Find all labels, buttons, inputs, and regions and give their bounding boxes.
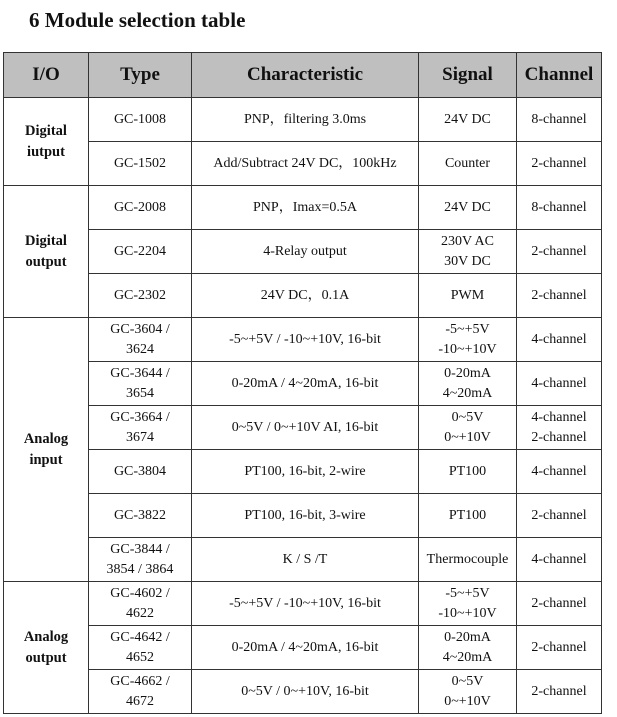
type-cell-line: GC-3844 /: [110, 541, 170, 557]
channel-cell-line: 4-channel: [531, 463, 587, 479]
signal-cell-line: 0~+10V: [444, 429, 491, 445]
type-cell: [89, 98, 192, 142]
characteristic-cell: 0~5V / 0~+10V AI, 16-bit: [192, 406, 419, 450]
type-cell: [89, 318, 192, 362]
type-cell: [89, 186, 192, 230]
channel-cell: [517, 98, 602, 142]
signal-cell: [419, 626, 517, 670]
type-cell-line: 3624: [126, 341, 154, 357]
io-group-cell-line: iutput: [27, 143, 65, 160]
io-group-cell-line: output: [25, 649, 67, 666]
table-row: [4, 450, 602, 494]
signal-cell-line: -5~+5V: [445, 321, 490, 337]
table-row: [4, 670, 602, 714]
channel-cell: [517, 450, 602, 494]
io-group-cell-line: Digital: [25, 232, 67, 249]
section-title: 6 Module selection table: [29, 8, 246, 32]
channel-cell: [517, 626, 602, 670]
signal-cell: [419, 230, 517, 274]
channel-cell-line: 2-channel: [531, 287, 587, 303]
type-cell-line: GC-4662 /: [110, 673, 170, 689]
type-cell-line: GC-1008: [113, 111, 167, 127]
type-cell-line: 3854 / 3864: [106, 561, 174, 577]
signal-cell: [419, 494, 517, 538]
channel-cell: [517, 582, 602, 626]
io-group-cell: [4, 318, 89, 582]
io-group-cell-line: output: [25, 253, 67, 270]
channel-cell: [517, 406, 602, 450]
channel-cell-line: 2-channel: [531, 429, 587, 445]
table-row: [4, 142, 602, 186]
table-row: [4, 274, 602, 318]
type-cell-line: GC-3822: [113, 507, 167, 523]
table-row: [4, 582, 602, 626]
io-group-cell-line: Analog: [23, 430, 69, 447]
header-channel: Channel: [517, 53, 602, 98]
signal-cell-line: PWM: [450, 287, 485, 303]
channel-cell-line: 2-channel: [531, 507, 587, 523]
channel-cell: [517, 274, 602, 318]
type-cell: [89, 670, 192, 714]
characteristic-cell: 24V DC，0.1A: [192, 274, 419, 318]
characteristic-cell: PNP，Imax=0.5A: [192, 186, 419, 230]
signal-cell-line: 230V AC: [440, 233, 495, 249]
type-cell-line: 4672: [126, 693, 154, 709]
channel-cell-line: 8-channel: [531, 199, 587, 215]
channel-cell-line: 4-channel: [531, 331, 587, 347]
channel-cell: [517, 362, 602, 406]
io-group-cell-line: Analog: [23, 628, 69, 645]
type-cell-line: GC-1502: [113, 155, 167, 171]
signal-cell: [419, 98, 517, 142]
signal-cell: [419, 362, 517, 406]
characteristic-cell: -5~+5V / -10~+10V, 16-bit: [192, 582, 419, 626]
signal-cell-line: Counter: [444, 155, 491, 171]
signal-cell: [419, 670, 517, 714]
header-signal: Signal: [419, 53, 517, 98]
table-row: [4, 318, 602, 362]
type-cell-line: 3654: [126, 385, 154, 401]
signal-cell: [419, 538, 517, 582]
channel-cell-line: 2-channel: [531, 595, 587, 611]
type-cell: [89, 538, 192, 582]
channel-cell: [517, 494, 602, 538]
channel-cell: [517, 318, 602, 362]
type-cell-line: GC-3604 /: [110, 321, 170, 337]
signal-cell-line: 0~+10V: [444, 693, 491, 709]
signal-cell-line: -5~+5V: [445, 585, 490, 601]
io-group-cell-line: input: [29, 451, 63, 468]
characteristic-cell: -5~+5V / -10~+10V, 16-bit: [192, 318, 419, 362]
signal-cell: [419, 318, 517, 362]
signal-cell-line: -10~+10V: [438, 341, 497, 357]
io-group-cell: [4, 98, 89, 186]
type-cell: [89, 582, 192, 626]
characteristic-cell: PT100, 16-bit, 3-wire: [192, 494, 419, 538]
signal-cell-line: 4~20mA: [442, 385, 493, 401]
type-cell: [89, 406, 192, 450]
signal-cell: [419, 142, 517, 186]
signal-cell: [419, 274, 517, 318]
table-row: [4, 494, 602, 538]
type-cell-line: 3674: [126, 429, 154, 445]
header-row: [4, 53, 602, 98]
channel-cell-line: 2-channel: [531, 683, 587, 699]
channel-cell: [517, 538, 602, 582]
signal-cell-line: 30V DC: [444, 253, 491, 269]
io-group-cell: [4, 582, 89, 714]
table-row: [4, 98, 602, 142]
io-group-cell-line: Digital: [25, 122, 67, 139]
signal-cell-line: Thermocouple: [426, 551, 509, 567]
characteristic-cell: 0~5V / 0~+10V, 16-bit: [192, 670, 419, 714]
signal-cell-line: 24V DC: [444, 111, 491, 127]
signal-cell: [419, 582, 517, 626]
channel-cell-line: 4-channel: [531, 409, 587, 425]
channel-cell-line: 4-channel: [531, 375, 587, 391]
type-cell-line: GC-3644 /: [110, 365, 170, 381]
table-row: [4, 362, 602, 406]
header-characteristic: Characteristic: [192, 53, 419, 98]
type-cell-line: GC-2008: [113, 199, 167, 215]
signal-cell: [419, 186, 517, 230]
table-row: [4, 186, 602, 230]
characteristic-cell: PT100, 16-bit, 2-wire: [192, 450, 419, 494]
channel-cell: [517, 186, 602, 230]
characteristic-cell: 0-20mA / 4~20mA, 16-bit: [192, 362, 419, 406]
type-cell: [89, 230, 192, 274]
signal-cell-line: 0-20mA: [444, 629, 491, 645]
type-cell-line: GC-2302: [113, 287, 167, 303]
channel-cell-line: 2-channel: [531, 639, 587, 655]
table-body: [4, 98, 602, 714]
io-group-cell: [4, 186, 89, 318]
table-row: [4, 406, 602, 450]
signal-cell-line: 0-20mA: [444, 365, 491, 381]
type-cell-line: GC-2204: [113, 243, 167, 259]
characteristic-cell: 0-20mA / 4~20mA, 16-bit: [192, 626, 419, 670]
characteristic-cell: Add/Subtract 24V DC，100kHz: [192, 142, 419, 186]
channel-cell-line: 8-channel: [531, 111, 587, 127]
signal-cell-line: 24V DC: [444, 199, 491, 215]
signal-cell-line: 0~5V: [451, 673, 484, 689]
signal-cell-line: 4~20mA: [442, 649, 493, 665]
header-type: Type: [89, 53, 192, 98]
table-row: [4, 626, 602, 670]
type-cell-line: GC-3804: [113, 463, 167, 479]
channel-cell: [517, 230, 602, 274]
table-row: [4, 230, 602, 274]
type-cell-line: 4652: [126, 649, 154, 665]
signal-cell-line: PT100: [448, 507, 487, 523]
channel-cell: [517, 142, 602, 186]
channel-cell-line: 2-channel: [531, 243, 587, 259]
channel-cell-line: 2-channel: [531, 155, 587, 171]
type-cell-line: 4622: [126, 605, 154, 621]
table-row: [4, 538, 602, 582]
signal-cell-line: -10~+10V: [438, 605, 497, 621]
channel-cell: [517, 670, 602, 714]
module-selection-table: [3, 52, 602, 714]
type-cell: [89, 274, 192, 318]
type-cell-line: GC-4602 /: [110, 585, 170, 601]
signal-cell: [419, 406, 517, 450]
header-io: I/O: [4, 53, 89, 98]
type-cell-line: GC-3664 /: [110, 409, 170, 425]
signal-cell: [419, 450, 517, 494]
type-cell: [89, 450, 192, 494]
characteristic-cell: PNP，filtering 3.0ms: [192, 98, 419, 142]
characteristic-cell: K / S /T: [192, 538, 419, 582]
characteristic-cell: 4-Relay output: [192, 230, 419, 274]
type-cell: [89, 494, 192, 538]
signal-cell-line: 0~5V: [451, 409, 484, 425]
type-cell: [89, 626, 192, 670]
channel-cell-line: 4-channel: [531, 551, 587, 567]
type-cell: [89, 142, 192, 186]
type-cell-line: GC-4642 /: [110, 629, 170, 645]
type-cell: [89, 362, 192, 406]
signal-cell-line: PT100: [448, 463, 487, 479]
